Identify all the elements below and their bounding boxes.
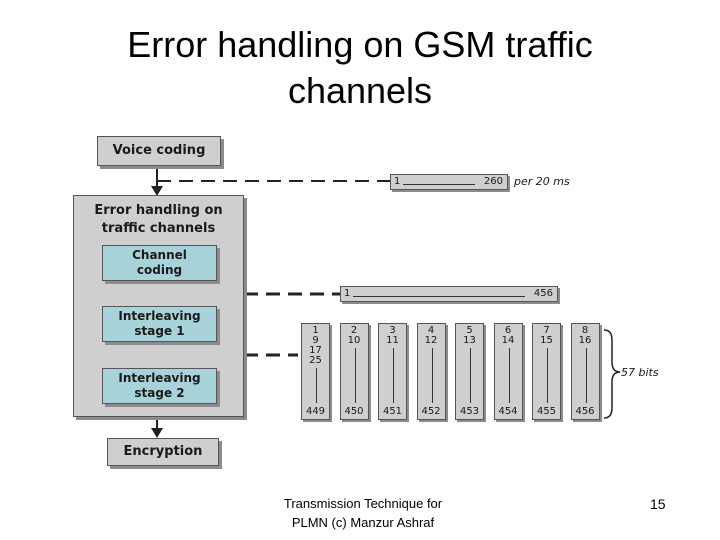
interleaved-block-2 (340, 323, 369, 420)
interleaving-stage1-box (102, 306, 217, 342)
interleaving-stage2-box (102, 368, 217, 404)
block-bottom-index: 455 (536, 406, 557, 417)
interleaved-block-3 (378, 323, 407, 420)
slide-title-line2: channels (287, 70, 433, 111)
interleaved-block-8 (571, 323, 600, 420)
group-title (74, 202, 243, 238)
block-top-indices: 1 9 17 25 (309, 325, 322, 366)
block-bottom-index: 452 (421, 406, 441, 417)
block-bottom-index: 449 (305, 406, 326, 417)
voice-coding-label: Voice coding (112, 143, 206, 158)
block-size-note: 57 bits (621, 366, 659, 379)
block-bit-line (316, 368, 317, 403)
interleaved-block-6 (494, 323, 523, 420)
encryption-label: Encryption (123, 444, 203, 459)
block-bit-line (393, 348, 394, 403)
block-bit-line (509, 348, 510, 403)
coded-block-bar (340, 286, 558, 302)
coded-block-start: 1 (344, 288, 351, 299)
group-title-line1: Error handling on (94, 203, 223, 218)
coded-block-end: 456 (533, 288, 553, 299)
arrow-into-encryption (151, 428, 163, 438)
slide-title-line1: Error handling on GSM traffic (127, 24, 593, 65)
footer-line2: PLMN (c) Manzur Ashraf (291, 515, 435, 530)
block-bit-line (355, 348, 356, 403)
encryption-box (107, 438, 219, 466)
speech-frame-start: 1 (394, 176, 401, 187)
interleaved-block-1 (301, 323, 330, 420)
channel-coding-line1: Channel (132, 248, 187, 262)
group-title-line2: traffic channels (101, 221, 216, 236)
slide-footer (258, 494, 468, 532)
block-bottom-index: 456 (575, 406, 595, 417)
coded-block-line (353, 296, 525, 297)
interleaving1-line1: Interleaving (118, 309, 201, 323)
block-bit-line (586, 348, 587, 403)
block-top-indices: 5 13 (463, 325, 476, 346)
block-top-indices: 6 14 (501, 325, 515, 346)
block-bottom-index: 451 (382, 406, 403, 417)
block-top-indices: 8 16 (578, 325, 592, 346)
block-bottom-index: 450 (344, 406, 364, 417)
speech-frame-line (403, 184, 475, 185)
channel-coding-line2: coding (136, 263, 183, 277)
interleaved-block-5 (455, 323, 484, 420)
block-top-indices: 2 10 (347, 325, 361, 346)
interleaving2-line1: Interleaving (118, 371, 201, 385)
interleaved-block-4 (417, 323, 446, 420)
block-top-indices: 3 11 (386, 325, 399, 346)
block-bottom-index: 454 (498, 406, 518, 417)
brace-57-bits (604, 330, 620, 418)
voice-coding-box (97, 136, 221, 166)
speech-frame-end: 260 (483, 176, 503, 187)
block-top-indices: 4 12 (424, 325, 438, 346)
block-bit-line (470, 348, 471, 403)
footer-line1: Transmission Technique for (283, 496, 443, 511)
block-top-indices: 7 15 (540, 325, 553, 346)
speech-frame-bar (390, 174, 508, 190)
block-bottom-index: 453 (459, 406, 480, 417)
interleaved-block-7 (532, 323, 561, 420)
block-bit-line (547, 348, 548, 403)
speech-frame-note: per 20 ms (514, 175, 570, 188)
block-bit-line (432, 348, 433, 403)
interleaving1-line2: stage 1 (134, 324, 185, 338)
interleaving2-line2: stage 2 (134, 386, 185, 400)
channel-coding-box (102, 245, 217, 281)
page-number: 15 (650, 496, 666, 512)
